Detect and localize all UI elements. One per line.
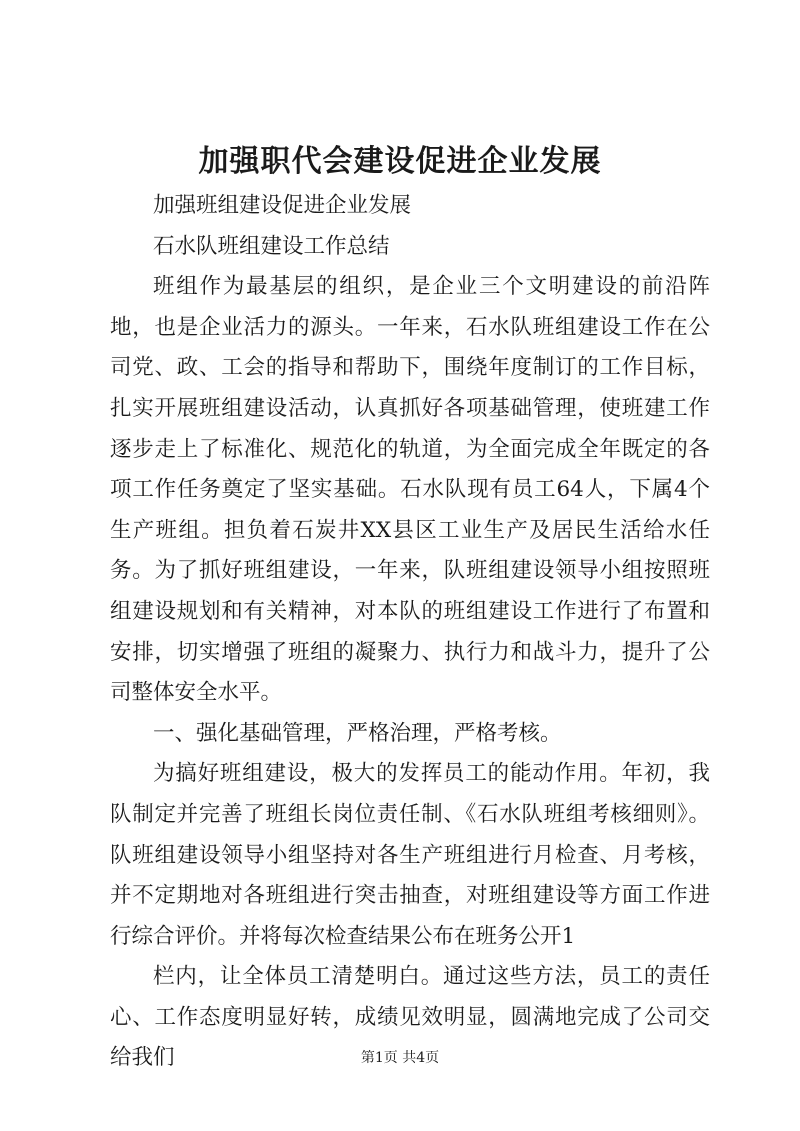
subtitle-paragraph: 加强班组建设促进企业发展	[153, 193, 412, 218]
intro-paragraph: 班组作为最基层的组织，是企业三个文明建设的前沿阵地，也是企业活力的源头。一年来，石水队班组建设工作在公司党、政、工会的指导和帮助下，围绕年度制订的工作目标，扎实开展班组建设活动，认真抓好各项基础管理，使班建工作逐步走上了标准化、规范化的轨道，为全面完成全年既定的各项工作任务奠定了坚实基础。石水队现有员工64人，下属4个生产班组。担负着石炭井XX县区工业生产及居民生活给水任务。为了抓好班组建设，一年来，队班组建设领导小组按照班组建设规划和有关精神，对本队的班组建设工作进行了布置和安排，切实增强了班组的凝聚力、执行力和战斗力，提升了公司整体安全水平。	[110, 274, 710, 706]
page-footer: 第1页 共4页	[360, 1050, 440, 1066]
document-body	[110, 186, 710, 1079]
section-paragraph: 为搞好班组建设，极大的发挥员工的能动作用。年初，我队制定并完善了班组长岗位责任制、《石水队班组考核细则》。队班组建设领导小组坚持对各生产班组进行月检查、月考核，并不定期地对各班组进行突击抽查，对班组建设等方面工作进行综合评价。并将每次检查结果公布在班务公开1	[110, 761, 710, 949]
report-title-paragraph: 石水队班组建设工作总结	[153, 233, 390, 259]
section-heading: 一、强化基础管理，严格治理，严格考核。	[153, 720, 562, 746]
continuation-paragraph: 栏内，让全体员工清楚明白。通过这些方法，员工的责任心、工作态度明显好转，成绩见效明显，圆满地完成了公司交给我们	[110, 964, 710, 1071]
document-title: 加强职代会建设促进企业发展	[198, 144, 602, 179]
